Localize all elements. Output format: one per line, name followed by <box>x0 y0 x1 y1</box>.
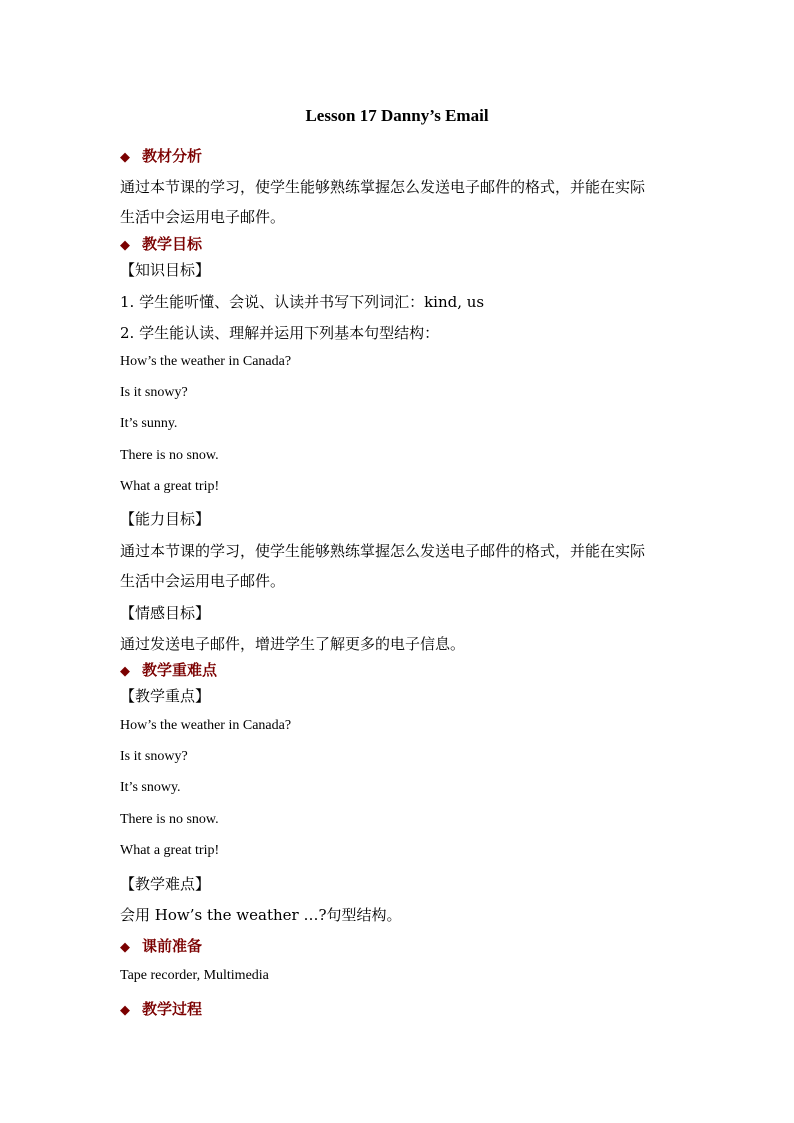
sentence-line: Is it snowy? <box>120 749 188 764</box>
page-title: Lesson 17 Danny’s Email <box>305 106 489 125</box>
difficult-points-label: 【教学难点】 <box>120 875 211 893</box>
sentence-line: How’s the weather in Canada? <box>120 718 292 733</box>
paragraph-line: 生活中会运用电子邮件。 <box>120 208 286 226</box>
section-heading-textbook-analysis: ◆ 教材分析 <box>120 147 203 165</box>
emotion-goal-label: 【情感目标】 <box>120 604 211 622</box>
paragraph-line: 通过本节课的学习，使学生能够熟练掌握怎么发送电子邮件的格式，并能在实际 <box>120 542 646 560</box>
diamond-bullet-icon: ◆ <box>120 150 130 165</box>
sentence-line: How’s the weather in Canada? <box>120 354 292 369</box>
sentence-line: It’s snowy. <box>120 780 181 795</box>
diamond-bullet-icon: ◆ <box>120 664 130 679</box>
section-heading-key-difficult-points: ◆ 教学重难点 <box>120 661 218 679</box>
paragraph-line: 通过发送电子邮件，增进学生了解更多的电子信息。 <box>120 635 466 653</box>
paragraph-line: 通过本节课的学习，使学生能够熟练掌握怎么发送电子邮件的格式，并能在实际 <box>120 178 646 196</box>
ability-goal-label: 【能力目标】 <box>120 510 211 528</box>
diamond-bullet-icon: ◆ <box>120 238 130 253</box>
preparation-text: Tape recorder, Multimedia <box>120 968 269 983</box>
diamond-bullet-icon: ◆ <box>120 1003 130 1018</box>
knowledge-goal-label: 【知识目标】 <box>120 261 211 279</box>
section-heading-preparation: ◆ 课前准备 <box>120 937 203 955</box>
goal-item: 2. 学生能认读、理解并运用下列基本句型结构： <box>120 324 440 342</box>
key-points-label: 【教学重点】 <box>120 687 211 705</box>
section-heading-teaching-process: ◆ 教学过程 <box>120 1000 203 1018</box>
diamond-bullet-icon: ◆ <box>120 940 130 955</box>
goal-item: 1. 学生能听懂、会说、认读并书写下列词汇：kind, us <box>120 293 485 311</box>
sentence-line: There is no snow. <box>120 448 219 463</box>
paragraph-line: 生活中会运用电子邮件。 <box>120 572 286 590</box>
sentence-line: What a great trip! <box>120 843 220 858</box>
sentence-line: It’s sunny. <box>120 416 178 431</box>
sentence-line: Is it snowy? <box>120 385 188 400</box>
section-heading-teaching-goals: ◆ 教学目标 <box>120 235 203 253</box>
sentence-line: What a great trip! <box>120 479 220 494</box>
sentence-line: There is no snow. <box>120 812 219 827</box>
paragraph-line: 会用 How’s the weather …?句型结构。 <box>120 906 402 924</box>
